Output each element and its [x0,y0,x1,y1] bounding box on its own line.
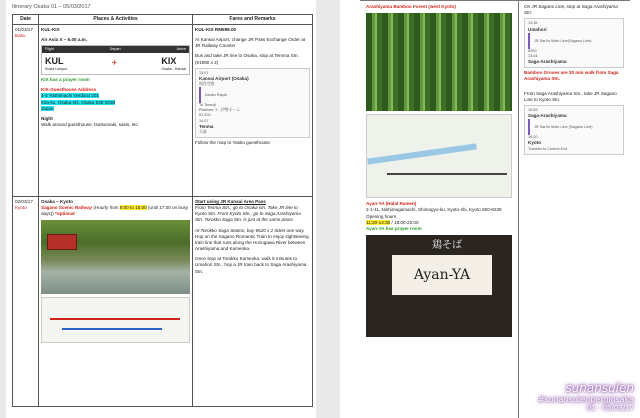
scenic-railway-text: (Hourly from [93,204,119,210]
flight-col-depart: Depart [109,47,121,52]
to-airport-name: Osaka - Kansai [161,67,186,72]
transit-stop-2: Saga-Arashiyama [528,58,567,64]
itinerary-table [12,14,313,407]
flight-col-flight: Flight [45,47,54,52]
opening-hours-dinner: / 18:00-22:00 [391,219,419,225]
transit-stop-3: Saga-Arashiyama [528,113,567,118]
shop-kanji: 鶏そば [432,240,462,252]
transit-line-bar [528,33,530,49]
day1-date: 01/03/17 [15,26,33,32]
table-row [13,196,313,406]
scenic-optional: *optional [55,211,75,217]
places-cell [39,24,193,196]
day2-fare-text-2: At Torokko Saga Station, buy ¥620 x 2 ticket one way. [195,227,305,233]
day1-fare-text-1: At Kansai Airport, change JR Pass Exchange Order at JR Railway Counter [195,36,306,49]
flight-card-body [42,53,189,74]
transit-stop-4: Kyoto [528,140,542,146]
kyoto-map [366,114,512,198]
transit-price: ¥1,200 [199,113,211,118]
transit-stop-2-sub: 天満 [199,129,207,134]
address-line-2: Kita-ku, Osaka-shi, Osaka 530-0038 [41,99,116,105]
day2-fare-text-3: Hop on the Sagano Romantic Train to enjoy sightseeing train line that runs along the Hozugawa River between Arashiyama and Kameoka. [195,233,309,252]
header-fares: Fares and Remarks [193,15,313,25]
day1-city: Baku [15,32,26,38]
day2-fare-heading: Start using JR Kansai Area Pass [195,198,266,204]
follow-map-note: Follow the map to Yasko guesthouse. [195,139,272,145]
places-cell [39,196,193,406]
bamboo-forest-title: Arashiyama Bamboo Forest (west Kyoto) [366,4,456,9]
transit-note: Transfer to Central Exit [528,146,567,151]
day1-fare-text-2: Bus and take JR line to Osaka, stop at Temma Stn. (¥1980 x 2) [195,53,299,65]
watermark-line-3: 01 - 05/03/17 [586,404,634,412]
transit-line: JR San'in Main Line (Sagano Line) [534,125,593,130]
night-label: Night [41,115,53,121]
transit-stop-1: Kansai Airport (Osaka) [199,75,249,81]
flight-card-header [42,46,189,53]
column-divider [518,0,519,418]
date-cell [13,196,39,406]
ayanya-shop-photo [366,235,512,337]
watermark-line-2: #sunansulenpergiosaka [537,395,634,404]
day1-fare-heading: KUL-KIX RM598.00 [195,26,237,32]
table-top-border [360,0,630,1]
watermark [538,381,634,412]
shop-sign: Ayan-YA [392,255,492,295]
header-date: Date [13,15,39,25]
route-line-blue [62,328,162,330]
transit-card [524,105,624,155]
transit-line: JR San'in Main Line(Sagano Line) [534,38,592,43]
from-airport-name: Kuala Lumpur [45,67,68,72]
train-shape [47,234,77,250]
map-rail [387,173,507,175]
flight-line: Air Asia X – 6.00 a.m. [41,36,88,42]
flight-col-arrive: Arrive [176,47,186,52]
transit-time-2: 14:07 [199,118,209,123]
transit-stop-1: Umahori [528,26,547,32]
address-line-1: 4-4 Yoshimachi Verdioct 201 [41,93,99,99]
right-page [340,0,640,418]
opening-hours-label: Opening hours [366,213,397,219]
ayanya-prayer-note: Ayan-YA has prayer room [366,225,422,231]
from-airport-code: KUL [45,55,64,66]
transit-price: ¥200 [528,48,537,53]
night-text: Walk around guesthouse, tsutsumaki, sasis, etc. [41,122,140,128]
day2-city: Kyoto [15,204,27,210]
sagano-train-photo [41,220,190,294]
fares-cell [193,196,313,406]
table-header-row [13,15,313,25]
transit-time-4: 16:20 [528,135,538,140]
fares-cell [193,24,313,196]
transit-time-2: 13:44 [528,53,538,58]
table-row [13,24,313,196]
right-fares-column [524,4,624,157]
transit-time-1: 13:07 [199,70,209,75]
day2-date: 02/03/17 [15,198,33,204]
transit-time-1: 13:36 [528,21,538,26]
transit-stop-2: Tenma [199,123,214,129]
day2-places-heading: Osaka – Kyoto [41,198,73,204]
transit-card [195,68,310,138]
ayanya-address: 2-1-11, Nishimagamachi, Shimogyo-ku, Kyoto-shi, Kyoto 600-8238 [366,207,502,213]
to-airport-code: KIX [161,55,177,66]
date-cell [13,24,39,196]
route-line-red [50,318,180,320]
transit-line-bar [199,87,201,103]
scenic-railway-name: Sagano Scenic Railway [41,204,93,210]
header-places: Places & Activities [39,15,193,25]
transit-direction: To Tennoji [199,103,217,108]
left-page [6,0,316,418]
scenic-railway-hours: 9:00 to 16:00 [119,204,147,210]
plane-icon: ✈ [111,59,118,67]
ayanya-title: Ayan-YA (Halal Ramen) [366,201,417,207]
guesthouse-label: KIX-Guesthouse Address [41,87,97,93]
watermark-line-1: sunansulen [565,381,634,395]
scenic-railway-tail: (until 17.00 on busy days)) [41,204,189,217]
address-line-3: Japan [41,105,54,111]
day2-fare-text-4: Once stop at Torokko Kameoka, walk 5 minutes to Umahori Stn., hop a JR train back to Saga Arashiyama Stn. [195,256,307,274]
prayer-room-note: KIX has a prayer room [41,76,90,82]
day2-fare-text-1: From Tenma Stn., go to Osaka stn. Take JR line to Kyoto Stn. From Kyoto Stn., go to Saga Arashiyama Stn. Torokko Saga Stn. is just at the same place. [195,204,301,223]
flight-card [41,45,190,75]
opening-hours-lunch: 11:30-14:30 [366,219,391,225]
bamboo-forest-photo [366,13,512,111]
transit-stop-1-sub: 関西空港 [199,82,215,86]
sagano-line-note: On JR Sagano Line, stop at Saga Arashiyama Stn. [524,4,618,16]
transit-platform: Platform: Y - 伊勢ホーム [199,108,240,113]
bamboo-walk-note: Bamboo Groves are 30 min walk from Saga Arashiyama Stn. [524,70,619,82]
day1-places-heading: KUL-KIX [41,26,60,32]
map-river [367,144,477,165]
transit-time-3: 15:59 [528,107,538,112]
transit-card [524,18,624,68]
right-places-column [366,4,512,340]
document-title: Itinerary Osaka 01 – 05/03/2017 [12,4,91,10]
return-line-note: From Saga Arashiyama Stn., take JR Sagano Line to Kyoto Stn. [524,90,617,102]
transit-line-bar [528,119,530,135]
transit-line: Kanku Rapid [205,93,227,98]
railway-route-map [41,297,190,343]
